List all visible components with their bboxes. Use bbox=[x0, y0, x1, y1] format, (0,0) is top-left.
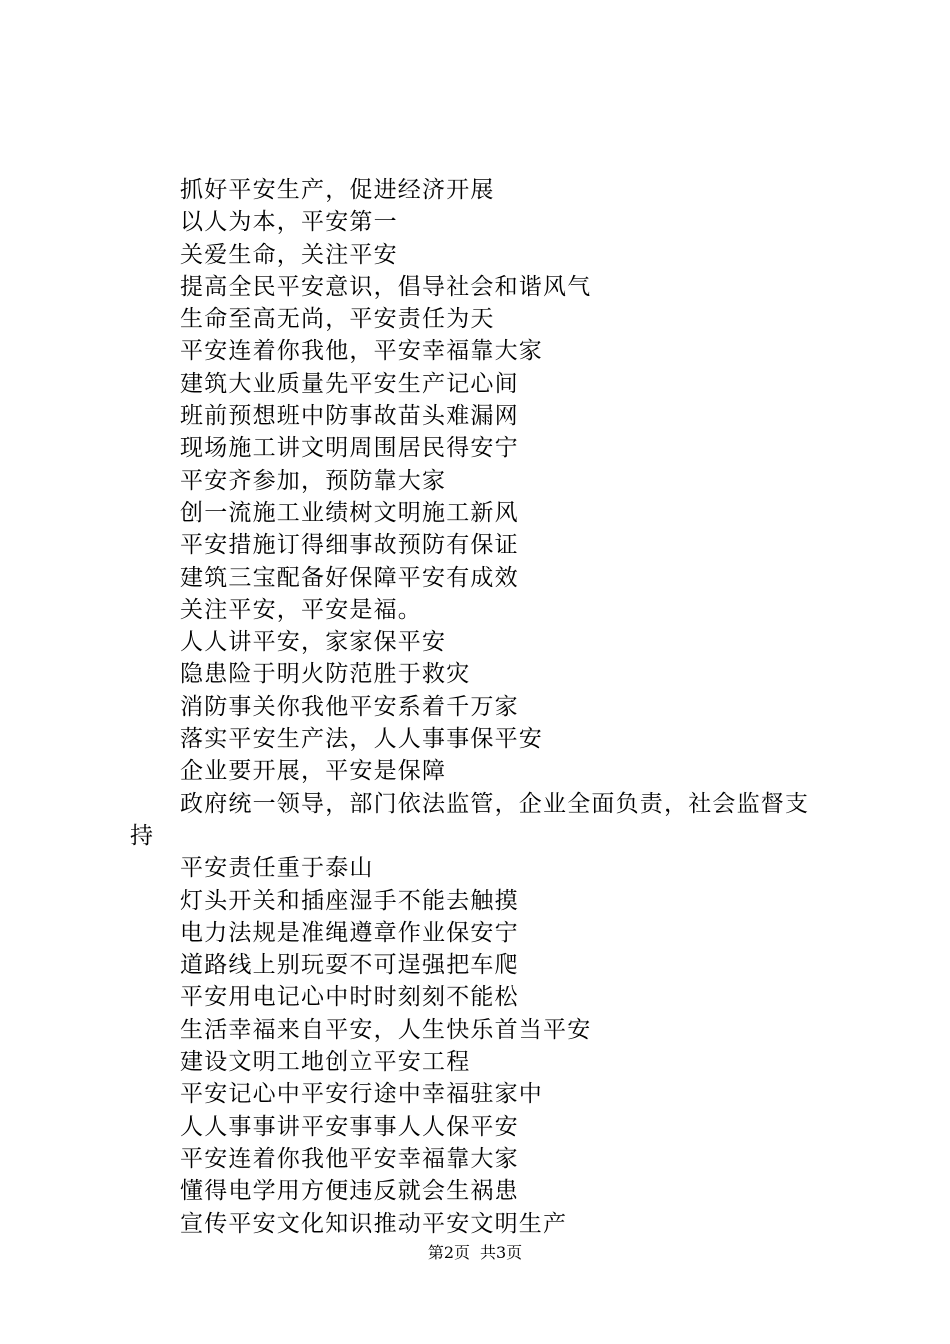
page-footer bbox=[0, 1243, 950, 1263]
text-line: 消防事关你我他平安系着千万家 bbox=[180, 693, 519, 720]
text-line: 隐患险于明火防范胜于救灾 bbox=[180, 661, 471, 688]
text-line: 创一流施工业绩树文明施工新风 bbox=[180, 499, 519, 526]
text-line: 生命至高无尚，平安责任为天 bbox=[180, 306, 495, 333]
text-line: 电力法规是准绳遵章作业保安宁 bbox=[180, 919, 519, 946]
text-line: 建筑三宝配备好保障平安有成效 bbox=[180, 564, 519, 591]
text-line: 政府统一领导，部门依法监管，企业全面负责，社会监督支 bbox=[180, 790, 810, 817]
text-line: 班前预想班中防事故苗头难漏网 bbox=[180, 403, 519, 430]
text-line: 人人事事讲平安事事人人保平安 bbox=[180, 1113, 519, 1140]
text-line: 懂得电学用方便违反就会生祸患 bbox=[180, 1178, 519, 1205]
text-line-continuation: 持 bbox=[130, 822, 155, 849]
text-line: 抓好平安生产，促进经济开展 bbox=[180, 177, 495, 203]
text-line: 宣传平安文化知识推动平安文明生产 bbox=[180, 1210, 568, 1237]
text-line: 道路线上别玩耍不可逞强把车爬 bbox=[180, 952, 519, 979]
text-line: 平安用电记心中时时刻刻不能松 bbox=[180, 984, 519, 1011]
text-line: 关注平安，平安是福。 bbox=[180, 596, 422, 623]
text-line: 平安措施订得细事故预防有保证 bbox=[180, 532, 519, 559]
page-total: 共3页 bbox=[480, 1243, 523, 1262]
text-line: 平安连着你我他平安幸福靠大家 bbox=[180, 1145, 519, 1172]
text-line: 平安齐参加，预防靠大家 bbox=[180, 467, 447, 494]
text-line: 企业要开展，平安是保障 bbox=[180, 758, 447, 785]
text-line: 落实平安生产法，人人事事保平安 bbox=[180, 726, 543, 753]
text-line: 建设文明工地创立平安工程 bbox=[180, 1049, 471, 1076]
text-line: 以人为本，平安第一 bbox=[180, 209, 398, 236]
text-line: 灯头开关和插座湿手不能去触摸 bbox=[180, 887, 519, 914]
text-line: 生活幸福来自平安，人生快乐首当平安 bbox=[180, 1016, 592, 1043]
text-line: 提高全民平安意识，倡导社会和谐风气 bbox=[180, 273, 592, 300]
text-line: 建筑大业质量先平安生产记心间 bbox=[180, 370, 519, 397]
text-line: 平安记心中平安行途中幸福驻家中 bbox=[180, 1081, 543, 1108]
document-body bbox=[130, 174, 840, 1240]
text-line: 现场施工讲文明周围居民得安宁 bbox=[180, 435, 519, 462]
text-line: 平安责任重于泰山 bbox=[180, 855, 374, 882]
text-line: 平安连着你我他，平安幸福靠大家 bbox=[180, 338, 543, 365]
page-number: 第2页 bbox=[427, 1243, 470, 1262]
text-line: 人人讲平安，家家保平安 bbox=[180, 629, 447, 656]
text-line: 关爱生命，关注平安 bbox=[180, 241, 398, 268]
